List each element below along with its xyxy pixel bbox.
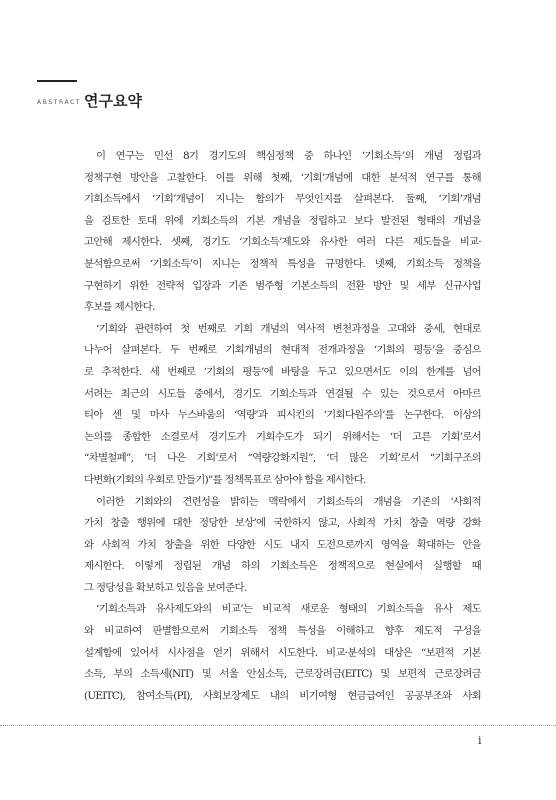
header-rule — [37, 80, 77, 82]
text-line: ‘기회소득과 유사제도와의 비교’는 비교적 새로운 형태의 기회소득을 유사 제도 — [96, 603, 481, 616]
text-line: 기회소득에서 ‘기회’개념이 지니는 함의가 무엇인지를 살펴본다. 둘째, ‘기회’개념 — [84, 193, 481, 206]
text-line: 서려는 최근의 시도들 중에서, 경기도 기회소득과 연결될 수 있는 것으로서 아마르 — [84, 387, 481, 400]
text-line: 다변화(기회의 우회로 만들기)”를 정책목표로 삼아야 함을 제시한다. — [84, 473, 366, 486]
text-line: 와 사회적 가치 창출을 위한 다양한 시도 내지 도전으로까지 영역을 확대하는 안을 — [84, 538, 481, 551]
text-line: 후보를 제시한다. — [84, 301, 155, 314]
text-line: 분석함으로써 ‘기회소득’이 지니는 정책적 특성을 규명한다. 넷째, 기회소득 정책을 — [84, 257, 481, 270]
text-line: 티아 센 및 마사 누스바움의 ‘역량’과 피시킨의 ‘기회다원주의’를 논구한다. 이상의 — [84, 409, 481, 422]
text-line: 이러한 기회와의 견련성을 밝히는 맥락에서 기회소득의 개념을 기존의 ‘사회적 — [96, 495, 481, 508]
text-line: 로 추적한다. 세 번째로 ‘기회의 평등’에 바탕을 두고 있으면서도 이의 한계를 넘어 — [84, 365, 481, 378]
text-line: 이 연구는 민선 8기 경기도의 핵심정책 중 하나인 ‘기회소득’의 개념 정립과 — [96, 150, 481, 162]
section-label: ABSTRACT — [37, 99, 82, 106]
abstract-body — [84, 146, 481, 707]
text-line: ‘기회와 관련하여 첫 번째로 기회 개념의 역사적 변천과정을 고대와 중세, 현대로 — [96, 322, 481, 335]
text-line: (UEITC), 참여소득(PI), 사회보장제도 내의 비기여형 현금급여인 공공부조와 사회 — [84, 689, 481, 702]
text-line: 가치 창출 행위에 대한 정당한 보상’에 국한하지 않고, 사회적 가치 창출 역량 강화 — [84, 517, 481, 530]
text-line: 소득, 부의 소득세(NIT) 및 서울 안심소득, 근로장려금(EITC) 및 보편적 근로장려금 — [84, 668, 481, 681]
page-number: i — [478, 734, 482, 747]
text-line: 나누어 살펴본다. 두 번째로 기회개념의 현대적 전개과정을 ‘기회의 평등’을 중심으 — [84, 344, 481, 357]
text-line: 고안해 제시한다. 셋째, 경기도 ‘기회소득’제도와 유사한 여러 다른 제도들을 비교· — [84, 236, 481, 249]
text-line: 설계함에 있어서 시사점을 얻기 위해서 시도한다. 비교·분석의 대상은 “보편적 기본 — [84, 646, 481, 659]
text-line: 정책구현 방안을 고찰한다. 이를 위해 첫째, ‘기회’개념에 대한 분석적 연구를 통해 — [84, 171, 481, 184]
text-line: 구현하기 위한 전략적 입장과 기존 범주형 기본소득의 전환 방안 및 세부 신규사업 — [84, 279, 481, 292]
footer-rule — [0, 725, 556, 726]
text-line: “차별철폐”, ‘더 나은 기회’로서 “역량강화지원”, ‘더 많은 기회’로서 “기회구조의 — [84, 452, 481, 465]
page-title: 연구요약 — [84, 92, 142, 110]
text-line: 제시한다. 이렇게 정립된 개념 하의 기회소득은 정책적으로 현실에서 실행할 때 — [84, 560, 481, 573]
text-line: 논의를 종합한 소결로서 경기도가 기회수도가 되기 위해서는 ‘더 고른 기회’로서 — [84, 430, 481, 443]
text-line: 을 검토한 토대 위에 기회소득의 기본 개념을 정립하고 보다 발전된 형태의 개념을 — [84, 214, 481, 227]
text-line: 와 비교하여 판별함으로써 기회소득 정책 특성을 이해하고 향후 제도적 구성을 — [84, 625, 481, 638]
text-line: 그 정당성을 확보하고 있음을 보여준다. — [84, 581, 247, 594]
